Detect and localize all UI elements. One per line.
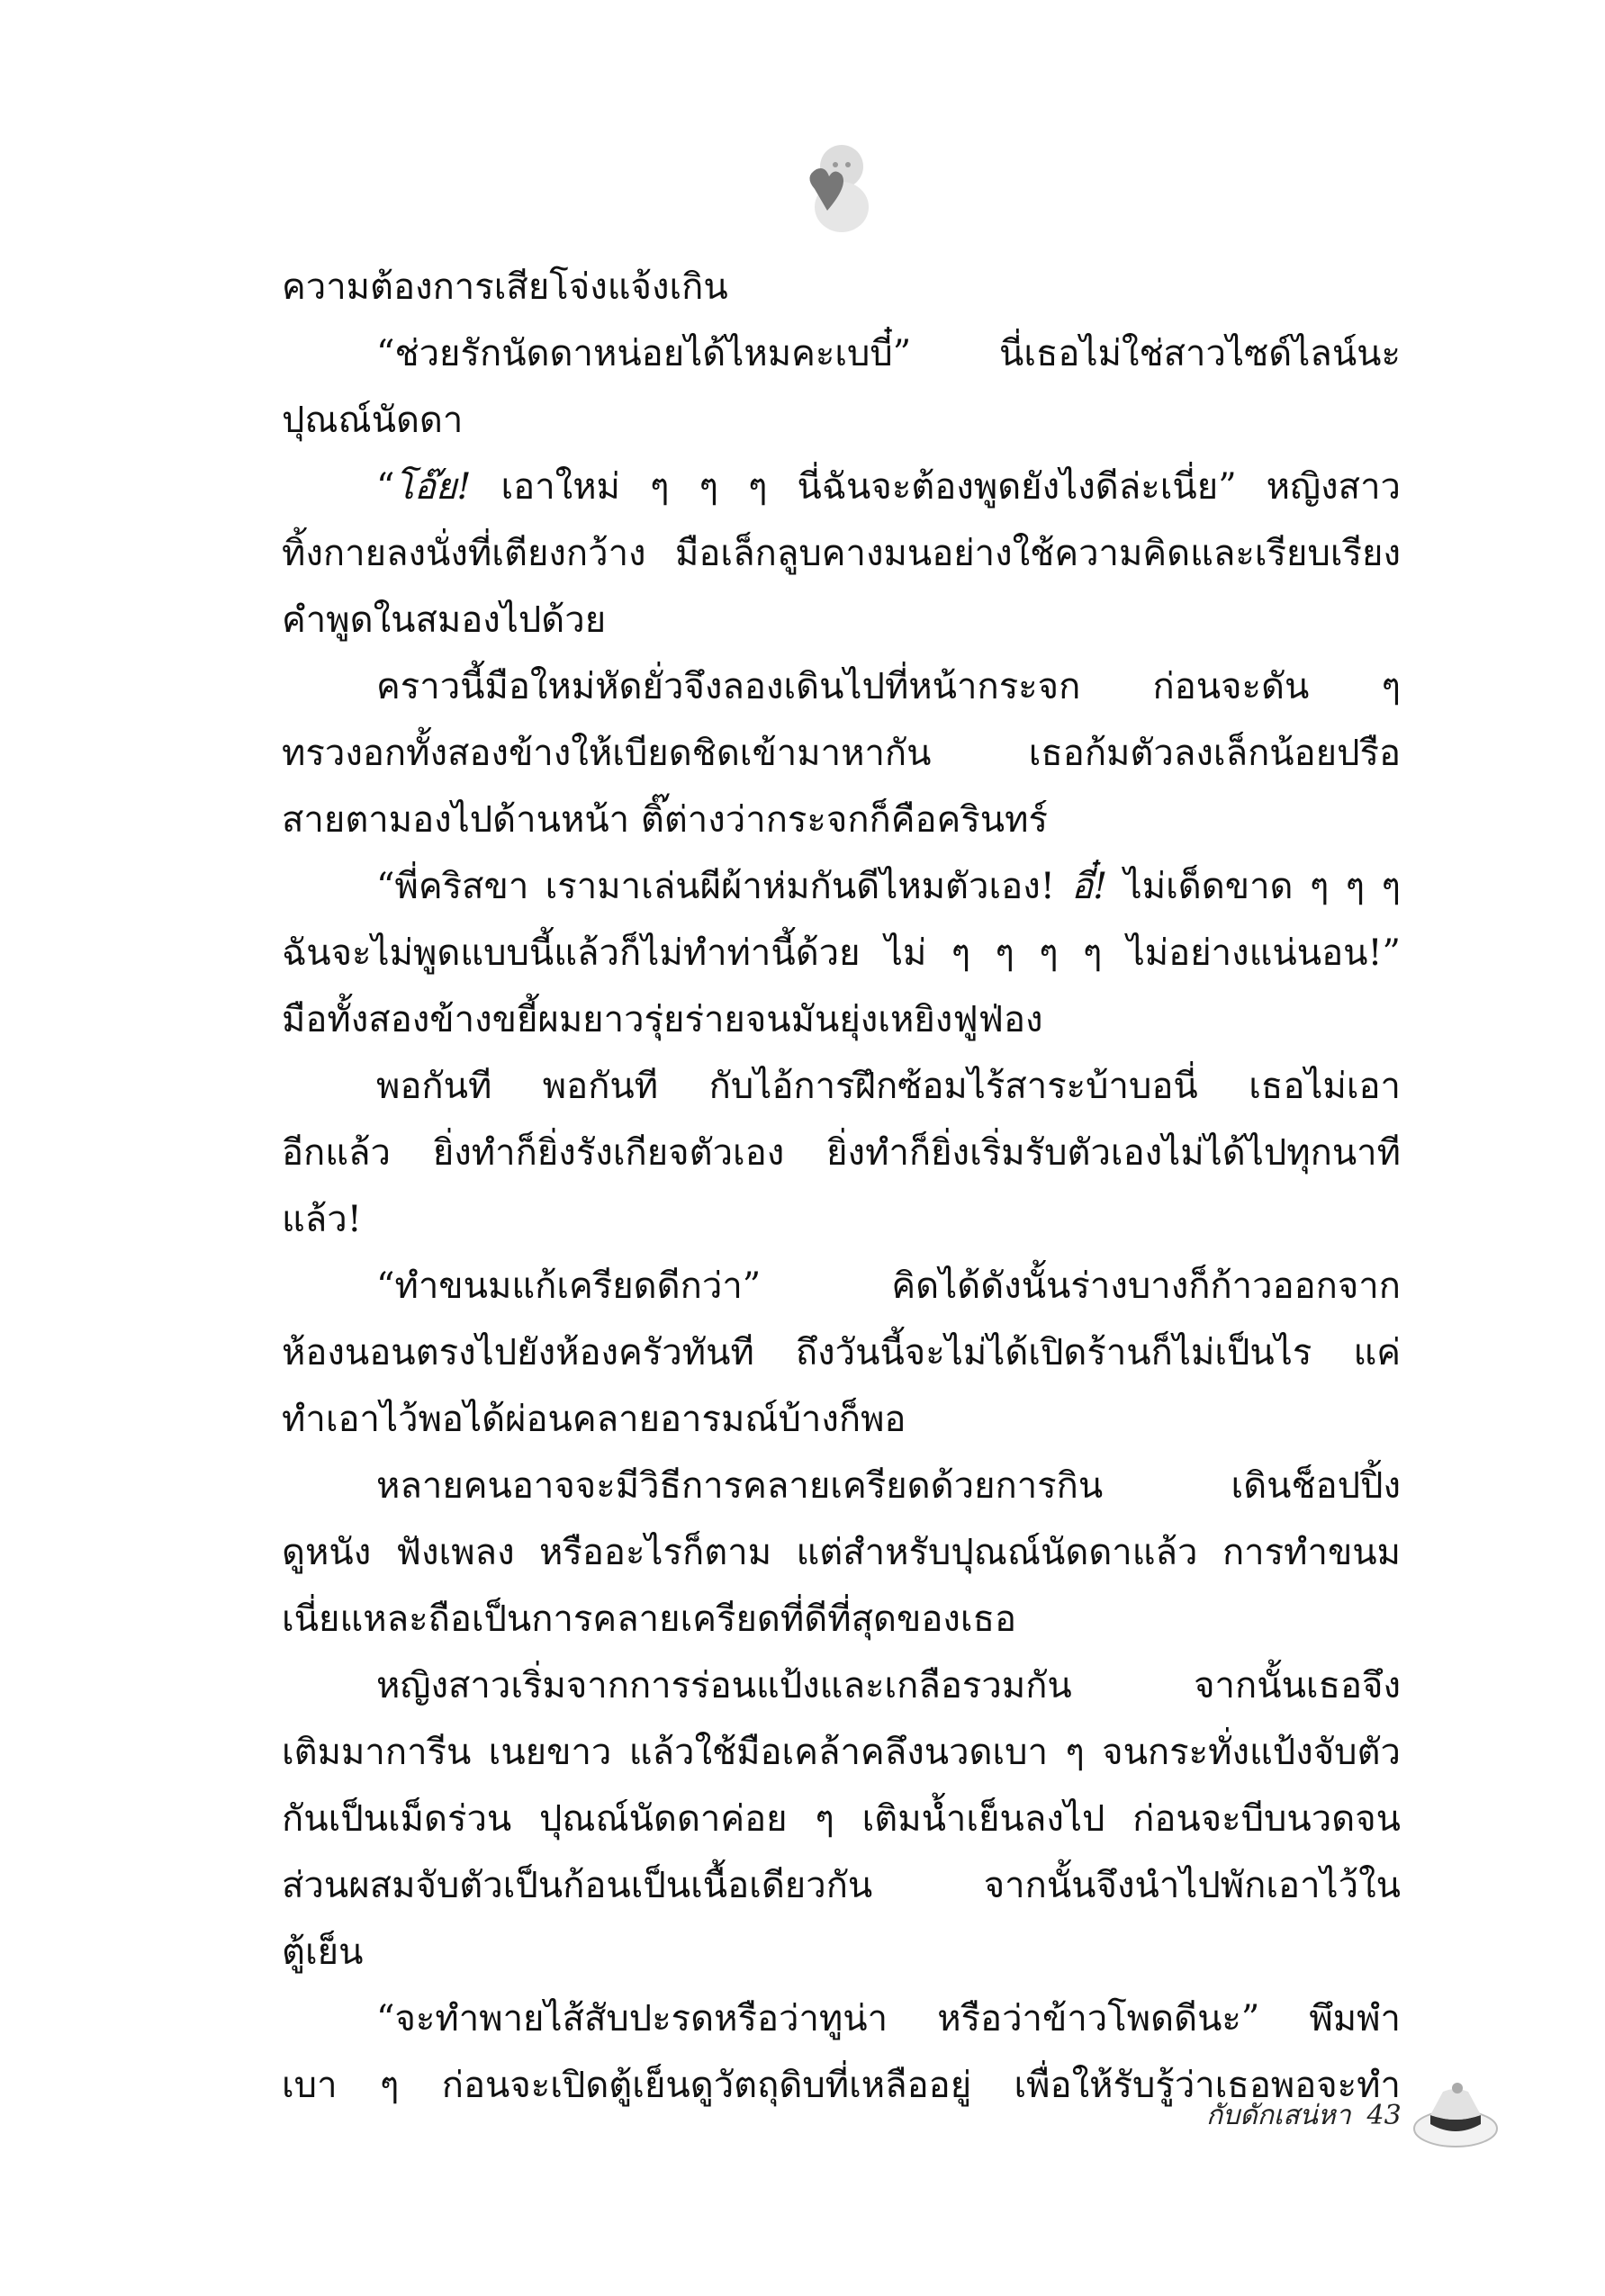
text-segment: สายตามองไปด้านหน้า ติ๊ต่างว่ากระจกก็คือครินทร์ <box>282 799 1048 841</box>
text-line <box>282 1120 1401 1186</box>
text-segment: คำพูดในสมองไปด้วย <box>282 599 607 641</box>
text-segment: “จะทำพายไส้สับปะรดหรือว่าทูน่า หรือว่าข้าวโพดดีนะ” พึมพำ <box>376 1998 1401 2039</box>
text-segment: คราวนี้มือใหม่หัดยั่วจึงลองเดินไปที่หน้ากระจก ก่อนจะดัน ๆ <box>376 666 1401 707</box>
page-footer <box>1206 2079 1501 2151</box>
text-segment: เบา ๆ ก่อนจะเปิดตู้เย็นดูวัตถุดิบที่เหลืออยู่ เพื่อให้รับรู้ว่าเธอพอจะทำ <box>282 2065 1401 2106</box>
text-segment: แล้ว! <box>282 1199 362 1240</box>
text-line <box>282 1319 1401 1386</box>
paragraph-first-line <box>282 853 1401 920</box>
text-segment: ความต้องการเสียโจ่งแจ้งเกิน <box>282 266 728 308</box>
text-line <box>282 520 1401 587</box>
text-segment: ฉันจะไม่พูดแบบนี้แล้วก็ไม่ทำท่านี้ด้วย ไม่ ๆ ๆ ๆ ๆ ไม่อย่างแน่นอน!” <box>282 932 1401 974</box>
paragraph-first-line <box>282 320 1401 387</box>
text-line <box>282 254 1401 320</box>
emphasized-text: อี๋! <box>1071 866 1108 907</box>
text-segment: ส่วนผสมจับตัวเป็นก้อนเป็นเนื้อเดียวกัน จากนั้นจึงนำไปพักเอาไว้ใน <box>282 1865 1401 1906</box>
text-segment: มือทั้งสองข้างขยี้ผมยาวรุ่ยร่ายจนมันยุ่งเหยิงฟูฟ่อง <box>282 999 1043 1040</box>
text-line <box>282 1586 1401 1652</box>
text-line <box>282 787 1401 853</box>
text-segment: ทรวงอกทั้งสองข้างให้เบียดชิดเข้ามาหากัน เธอก้มตัวลงเล็กน้อยปรือ <box>282 733 1401 774</box>
body-text <box>282 254 1401 2119</box>
text-line <box>282 1386 1401 1453</box>
text-line <box>282 1919 1401 1985</box>
text-segment: ห้องนอนตรงไปยังห้องครัวทันที ถึงวันนี้จะไม่ได้เปิดร้านก็ไม่เป็นไร แค่ <box>282 1332 1401 1373</box>
text-segment: “พี่คริสขา เรามาเล่นผีผ้าห่มกันดีไหมตัวเอง! <box>376 866 1072 907</box>
text-segment: อีกแล้ว ยิ่งทำก็ยิ่งรังเกียจตัวเอง ยิ่งทำก็ยิ่งเริ่มรับตัวเองไม่ได้ไปทุกนาที <box>282 1132 1401 1174</box>
text-line <box>282 720 1401 787</box>
text-segment: ทำเอาไว้พอได้ผ่อนคลายอารมณ์บ้างก็พอ <box>282 1399 906 1440</box>
cupid-ornament-icon <box>792 140 882 239</box>
paragraph-first-line <box>282 1985 1401 2052</box>
cake-ornament-icon <box>1411 2079 1501 2151</box>
text-segment: กันเป็นเม็ดร่วน ปุณณ์นัดดาค่อย ๆ เติมน้ำเย็นลงไป ก่อนจะบีบนวดจน <box>282 1798 1401 1840</box>
text-segment: ไม่เด็ดขาด ๆ ๆ ๆ <box>1107 866 1401 907</box>
text-segment: เติมมาการีน เนยขาว แล้วใช้มือเคล้าคลึงนวดเบา ๆ จนกระทั่งแป้งจับตัว <box>282 1732 1401 1773</box>
text-segment: “ <box>376 466 395 508</box>
paragraph-first-line <box>282 1453 1401 1519</box>
text-segment: ปุณณ์นัดดา <box>282 400 464 441</box>
text-segment: เอาใหม่ ๆ ๆ ๆ นี่ฉันจะต้องพูดยังไงดีล่ะเนี่ย” หญิงสาว <box>471 466 1401 508</box>
text-line <box>282 587 1401 653</box>
text-segment: ตู้เย็น <box>282 1931 364 1973</box>
text-line <box>282 1719 1401 1786</box>
text-segment: “ทำขนมแก้เครียดดีกว่า” คิดได้ดังนั้นร่างบางก็ก้าวออกจาก <box>376 1265 1401 1307</box>
text-line <box>282 1186 1401 1253</box>
paragraph-first-line <box>282 454 1401 520</box>
emphasized-text: โอ๊ย! <box>394 466 472 508</box>
text-segment: ทิ้งกายลงนั่งที่เตียงกว้าง มือเล็กลูบคางมนอย่างใช้ความคิดและเรียบเรียง <box>282 533 1401 574</box>
running-title: กับดักเสน่หา <box>1206 2099 1351 2131</box>
text-line <box>282 387 1401 454</box>
text-segment: ดูหนัง ฟังเพลง หรืออะไรก็ตาม แต่สำหรับปุณณ์นัดดาแล้ว การทำขนม <box>282 1532 1401 1573</box>
text-segment: หญิงสาวเริ่มจากการร่อนแป้งและเกลือรวมกัน จากนั้นเธอจึง <box>376 1665 1401 1706</box>
text-segment: เนี่ยแหละถือเป็นการคลายเครียดที่ดีที่สุดของเธอ <box>282 1598 1017 1640</box>
text-segment: หลายคนอาจจะมีวิธีการคลายเครียดด้วยการกิน เดินช็อปปิ้ง <box>376 1465 1401 1507</box>
paragraph-first-line <box>282 1652 1401 1719</box>
paragraph-first-line <box>282 1053 1401 1120</box>
paragraph-first-line <box>282 653 1401 720</box>
text-line <box>282 986 1401 1053</box>
text-line <box>282 1852 1401 1919</box>
text-line <box>282 1519 1401 1586</box>
text-segment: พอกันที พอกันที กับไอ้การฝึกซ้อมไร้สาระบ้าบอนี่ เธอไม่เอา <box>376 1066 1401 1107</box>
text-line <box>282 920 1401 986</box>
page-number: 43 <box>1366 2099 1402 2131</box>
text-line <box>282 1786 1401 1852</box>
paragraph-first-line <box>282 1253 1401 1319</box>
text-segment: “ช่วยรักนัดดาหน่อยได้ไหมคะเบบี๋” นี่เธอไม่ใช่สาวไซด์ไลน์นะ <box>376 333 1401 374</box>
